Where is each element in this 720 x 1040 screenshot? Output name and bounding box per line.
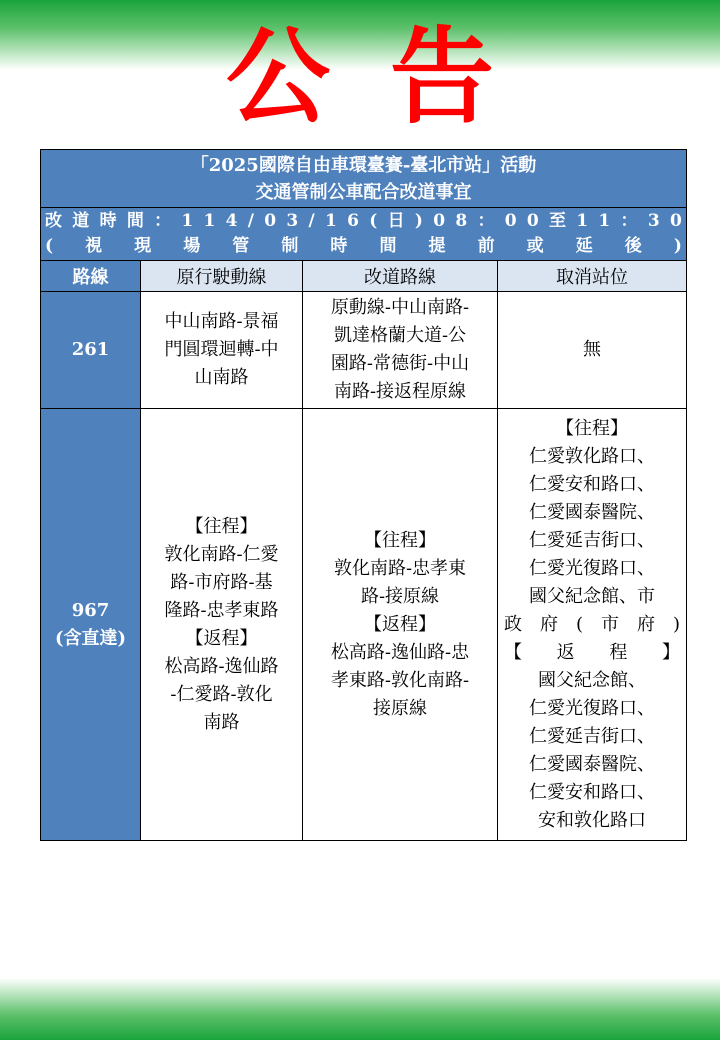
cell-line: 門圓環迴轉-中 [164,339,279,360]
cell-line: 國父紀念館、 [538,669,646,691]
time-char: / [247,211,254,231]
time-char: 場 [183,236,201,256]
time-char: 制 [281,236,299,256]
cell-line: 松高路-逸仙路-忠 [330,641,470,663]
cell-line: 仁愛延吉街口、 [529,725,655,747]
time-char: 視 [85,236,103,256]
time-char: ： [154,211,172,231]
cell-line: 國父紀念館、市 [529,585,655,607]
cell-line: 【往程】 [185,515,258,537]
cell-line: 仁愛敦化路口、 [529,445,655,467]
cell-line: 仁愛安和路口、 [529,473,655,495]
time-char: 1 [598,211,611,231]
time-char: 改 [45,211,62,231]
time-char: ( [369,211,378,231]
time-char: ( [45,236,54,256]
cell-line: 【返程】 [185,627,258,649]
bottom-green-band [0,978,720,1040]
cell-line: 敦化南路-忠孝東 [333,557,467,579]
detour-route-cell [303,292,498,409]
detour-time-line [45,209,682,234]
cell-line: 松高路-逸仙路 [164,655,279,677]
cell-line: 路-接原線 [360,585,440,607]
cell-line: 仁愛安和路口、 [529,781,655,803]
time-char: 前 [477,236,495,256]
time-char: 現 [134,236,152,256]
time-char: 或 [526,236,544,256]
time-char: 時 [330,236,348,256]
cell-line: 【返程】 [364,613,436,635]
cell-line: 仁愛國泰醫院、 [529,753,655,775]
cell-line: 無 [583,339,601,360]
time-char: 提 [428,236,446,256]
cell-line: 967 [71,599,110,621]
header-detour-route: 改道路線 [303,261,498,292]
time-char: 間 [126,211,144,231]
time-char: 3 [647,211,660,231]
time-char: ： [477,211,495,231]
cell-line: 山南路 [194,367,249,388]
time-char: 0 [433,211,446,231]
header-original-route: 原行駛動線 [141,261,303,292]
time-char: 管 [232,236,250,256]
cell-line: 路-市府路-基 [170,571,273,593]
time-char: 1 [203,211,216,231]
time-char: 0 [504,211,517,231]
time-char: 1 [181,211,194,231]
time-char: 8 [455,211,468,231]
cell-line: 【往程】 [364,529,436,551]
time-char: 後 [624,236,642,256]
header-cancelled-stops: 取消站位 [498,261,687,292]
notice-title [41,150,687,208]
cell-line: 孝東路-敦化南路- [330,669,470,691]
original-route-cell [141,292,303,409]
original-route-cell [141,409,303,841]
cancelled-stops-cell [498,409,687,841]
cell-line: 園路-常德街-中山 [330,353,470,374]
time-char: 0 [264,211,277,231]
route-number [41,292,141,409]
cell-line: 仁愛國泰醫院、 [529,501,655,523]
time-char: 4 [225,211,238,231]
cell-line: -仁愛路-敦化 [170,683,273,705]
cell-line: 【往程】 [556,417,628,439]
header-route: 路線 [41,261,141,292]
time-char: 日 [387,211,405,231]
time-char: 道 [72,211,90,231]
cell-line: 原動線-中山南路- [330,297,470,318]
notice-headline: 公告 [225,16,554,138]
route-number [41,409,141,841]
detour-time-note [45,234,682,259]
time-char: / [308,211,315,231]
cell-line: 仁愛延吉街口、 [529,529,655,551]
detour-route-cell [303,409,498,841]
cell-line: 敦化南路-仁愛 [164,543,279,565]
time-char: 1 [325,211,337,231]
detour-notice-table [40,149,687,841]
cell-line: 仁愛光復路口、 [529,697,655,719]
time-char: ： [620,211,638,231]
cell-line: 隆路-忠孝東路 [164,599,279,621]
cell-line: 【 返 程 】 [504,641,681,663]
cell-line: 南路-接返程原線 [333,381,467,402]
cell-line: 接原線 [373,697,427,719]
time-char: ) [673,236,682,256]
notice-title-line: 交通管制公車配合改道事宜 [255,181,472,203]
cell-line: 安和敦化路口 [538,809,646,831]
time-char: 延 [575,236,593,256]
table-row [41,292,687,409]
time-char: 1 [576,211,589,231]
table-row [41,409,687,841]
time-char: 0 [526,211,539,231]
detour-time [41,208,687,261]
cell-line: 261 [71,339,110,360]
time-char: 0 [669,211,682,231]
cell-line: 凱達格蘭大道-公 [333,325,467,346]
time-char: 6 [347,211,359,231]
cancelled-stops-cell [498,292,687,409]
time-char: ) [414,211,423,231]
cell-line: 政 府 ( 市 府 ) [504,613,680,635]
cell-line: 南路 [203,711,240,733]
cell-line: 仁愛光復路口、 [529,557,655,579]
time-char: 至 [549,211,566,231]
time-char: 時 [99,211,117,231]
cell-line: (含直達) [54,627,127,649]
time-char: 3 [286,211,299,231]
cell-line: 中山南路-景福 [164,311,279,332]
notice-title-line: 「2025國際自由車環臺賽-臺北市站」活動 [190,154,537,176]
time-char: 間 [379,236,397,256]
